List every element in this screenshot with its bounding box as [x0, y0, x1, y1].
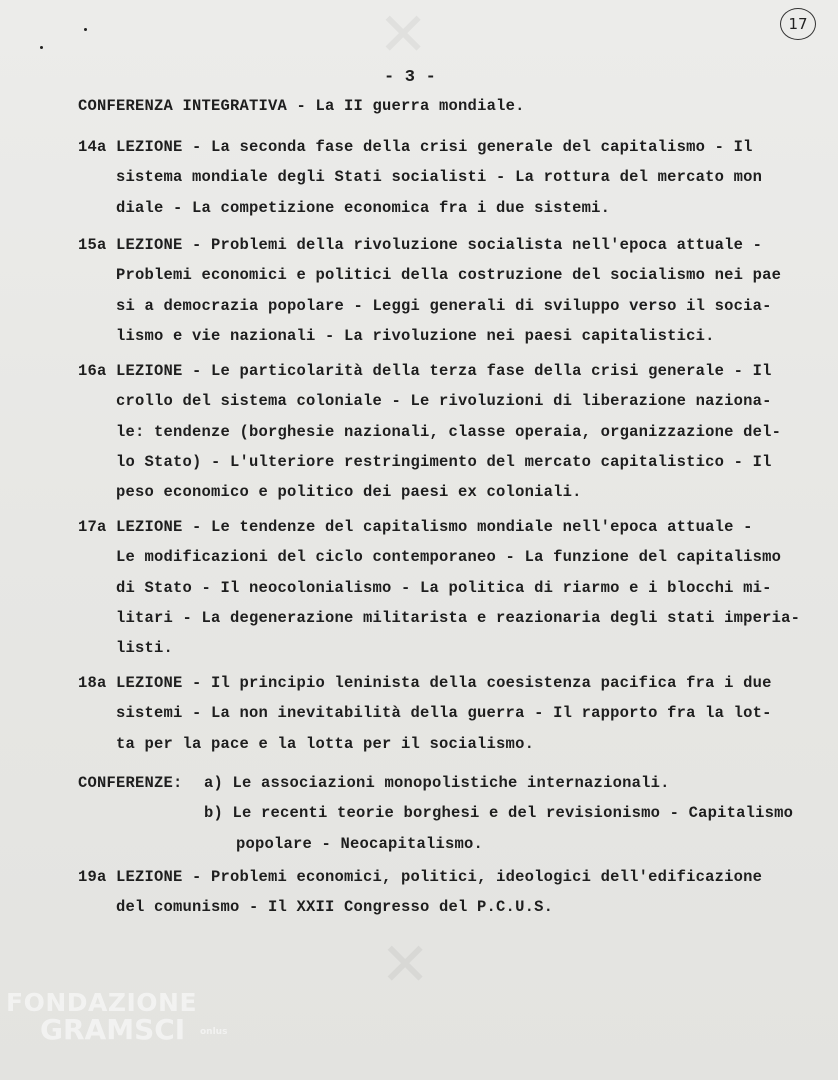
watermark-onlus: onlus [200, 1027, 228, 1037]
lesson-line: 16a LEZIONE - Le particolarità della terza fase della crisi generale - Il [78, 362, 772, 380]
lesson-line: crollo del sistema coloniale - Le rivoluzioni di liberazione naziona- [116, 392, 772, 411]
lesson-line: di Stato - Il neocolonialismo - La politica di riarmo e i blocchi mi- [116, 578, 772, 597]
lesson-line: 14a LEZIONE - La seconda fase della crisi generale del capitalismo - Il [78, 138, 753, 156]
background-x-mark: ✕ [380, 930, 431, 1000]
lesson-line: sistemi - La non inevitabilità della guerra - Il rapporto fra la lot- [116, 704, 772, 723]
lesson-line: sistema mondiale degli Stati socialisti - La rottura del mercato mon [116, 168, 763, 187]
lesson-line: 17a LEZIONE - Le tendenze del capitalismo mondiale nell'epoca attuale - [78, 518, 753, 536]
lesson-18 [78, 668, 772, 759]
conferenza-integrativa-heading: CONFERENZA INTEGRATIVA - La II guerra mondiale. [78, 97, 525, 115]
lesson-line: 18a LEZIONE - Il principio leninista della coesistenza pacifica fra i due [78, 674, 772, 692]
lesson-line: le: tendenze (borghesie nazionali, classe operaia, organizzazione del- [116, 422, 782, 441]
lesson-line: peso economico e politico dei paesi ex coloniali. [116, 483, 582, 502]
lesson-line: diale - La competizione economica fra i due sistemi. [116, 198, 611, 217]
lesson-line: si a democrazia popolare - Leggi generali di sviluppo verso il socia- [116, 296, 772, 315]
lesson-19 [78, 862, 762, 923]
page-stamp: 17 [780, 8, 816, 40]
lesson-line: 15a LEZIONE - Problemi della rivoluzione socialista nell'epoca attuale - [78, 236, 763, 254]
ink-speck [84, 28, 87, 31]
ink-speck [40, 46, 43, 49]
lesson-line: del comunismo - Il XXII Congresso del P.C.U.S. [116, 898, 554, 917]
lesson-16 [78, 356, 781, 507]
lesson-15 [78, 230, 781, 351]
conferenze-label: CONFERENZE: [78, 774, 183, 792]
lesson-line: ta per la pace e la lotta per il socialismo. [116, 734, 535, 753]
lesson-line: 19a LEZIONE - Problemi economici, politici, ideologici dell'edificazione [78, 868, 763, 886]
watermark-fondazione: FONDAZIONE [6, 988, 198, 1017]
lesson-line: Problemi economici e politici della costruzione del socialismo nei pae [116, 266, 782, 285]
lesson-line: lismo e vie nazionali - La rivoluzione nei paesi capitalistici. [116, 326, 715, 345]
conferenze-item: popolare - Neocapitalismo. [236, 834, 484, 853]
lesson-17 [78, 512, 800, 663]
lesson-14 [78, 132, 762, 223]
lesson-line: Le modificazioni del ciclo contemporaneo - La funzione del capitalismo [116, 548, 782, 567]
lesson-line: lo Stato) - L'ulteriore restringimento del mercato capitalistico - Il [116, 452, 772, 471]
lesson-line: litari - La degenerazione militarista e reazionaria degli stati imperia- [116, 608, 801, 627]
page-number: - 3 - [384, 68, 437, 87]
conferenze-list [204, 768, 793, 859]
conferenze-item: a) Le associazioni monopolistiche internazionali. [204, 774, 670, 792]
background-x-mark: ✕ [378, 0, 429, 70]
lesson-line: listi. [116, 639, 174, 658]
conferenze-item: b) Le recenti teorie borghesi e del revisionismo - Capitalismo [204, 804, 794, 823]
watermark-gramsci: GRAMSCI [40, 1013, 186, 1046]
